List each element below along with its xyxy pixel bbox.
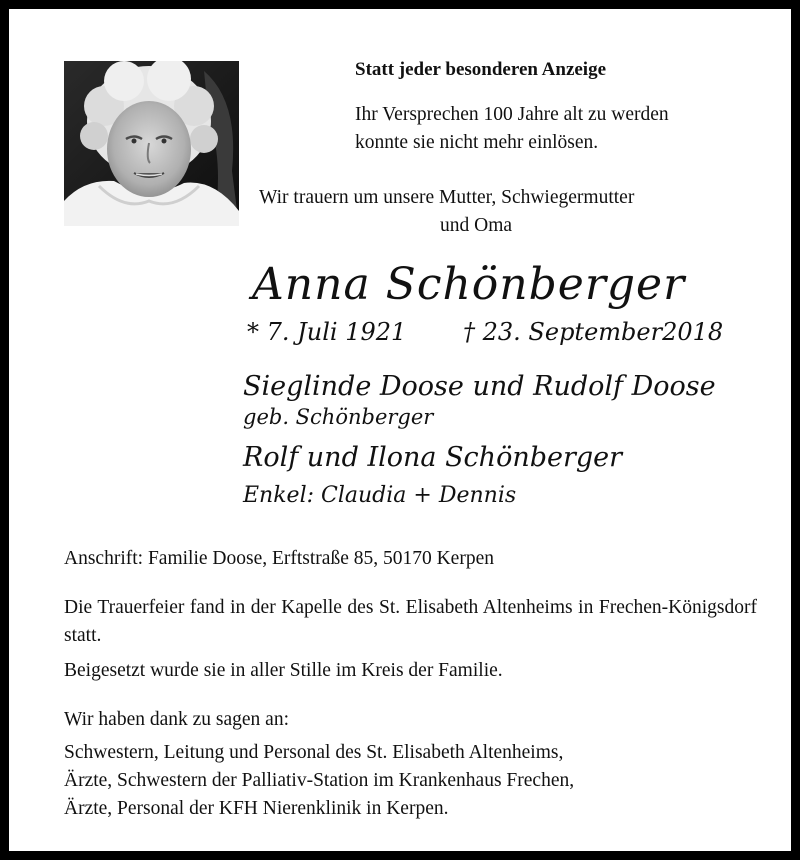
burial-text: Beigesetzt wurde sie in aller Stille im Kreis der Familie.	[64, 660, 503, 681]
family-line-2: Rolf und Ilona Schönberger	[243, 442, 623, 473]
family-line-1-note: geb. Schönberger	[243, 405, 434, 429]
thanks-intro: Wir haben dank zu sagen an:	[64, 709, 290, 730]
promise-line-2: konnte sie nicht mehr einlösen.	[355, 132, 599, 153]
death-date: † 23. September2018	[463, 318, 724, 346]
service-text: Die Trauerfeier fand in der Kapelle des St. Elisabeth Altenheims in Frechen-Königsdorf statt.	[64, 597, 757, 646]
mourning-line-2: und Oma	[440, 215, 513, 236]
promise-line-1: Ihr Versprechen 100 Jahre alt zu werden	[355, 104, 669, 125]
deceased-name: Anna Schönberger	[252, 259, 686, 310]
grandchildren-line: Enkel: Claudia + Dennis	[243, 483, 517, 508]
family-line-1: Sieglinde Doose und Rudolf Doose	[243, 371, 716, 402]
birth-date: * 7. Juli 1921	[247, 318, 407, 346]
address: Anschrift: Familie Doose, Erftstraße 85, 50170 Kerpen	[64, 548, 494, 569]
thanks-line: Ärzte, Personal der KFH Nierenklinik in Kerpen.	[64, 798, 449, 819]
thanks-line: Ärzte, Schwestern der Palliativ-Station im Krankenhaus Frechen,	[64, 770, 575, 791]
portrait-photo	[64, 61, 239, 226]
headline: Statt jeder besonderen Anzeige	[355, 59, 607, 80]
mourning-line-1: Wir trauern um unsere Mutter, Schwiegermutter	[259, 187, 635, 208]
thanks-line: Schwestern, Leitung und Personal des St. Elisabeth Altenheims,	[64, 742, 564, 763]
